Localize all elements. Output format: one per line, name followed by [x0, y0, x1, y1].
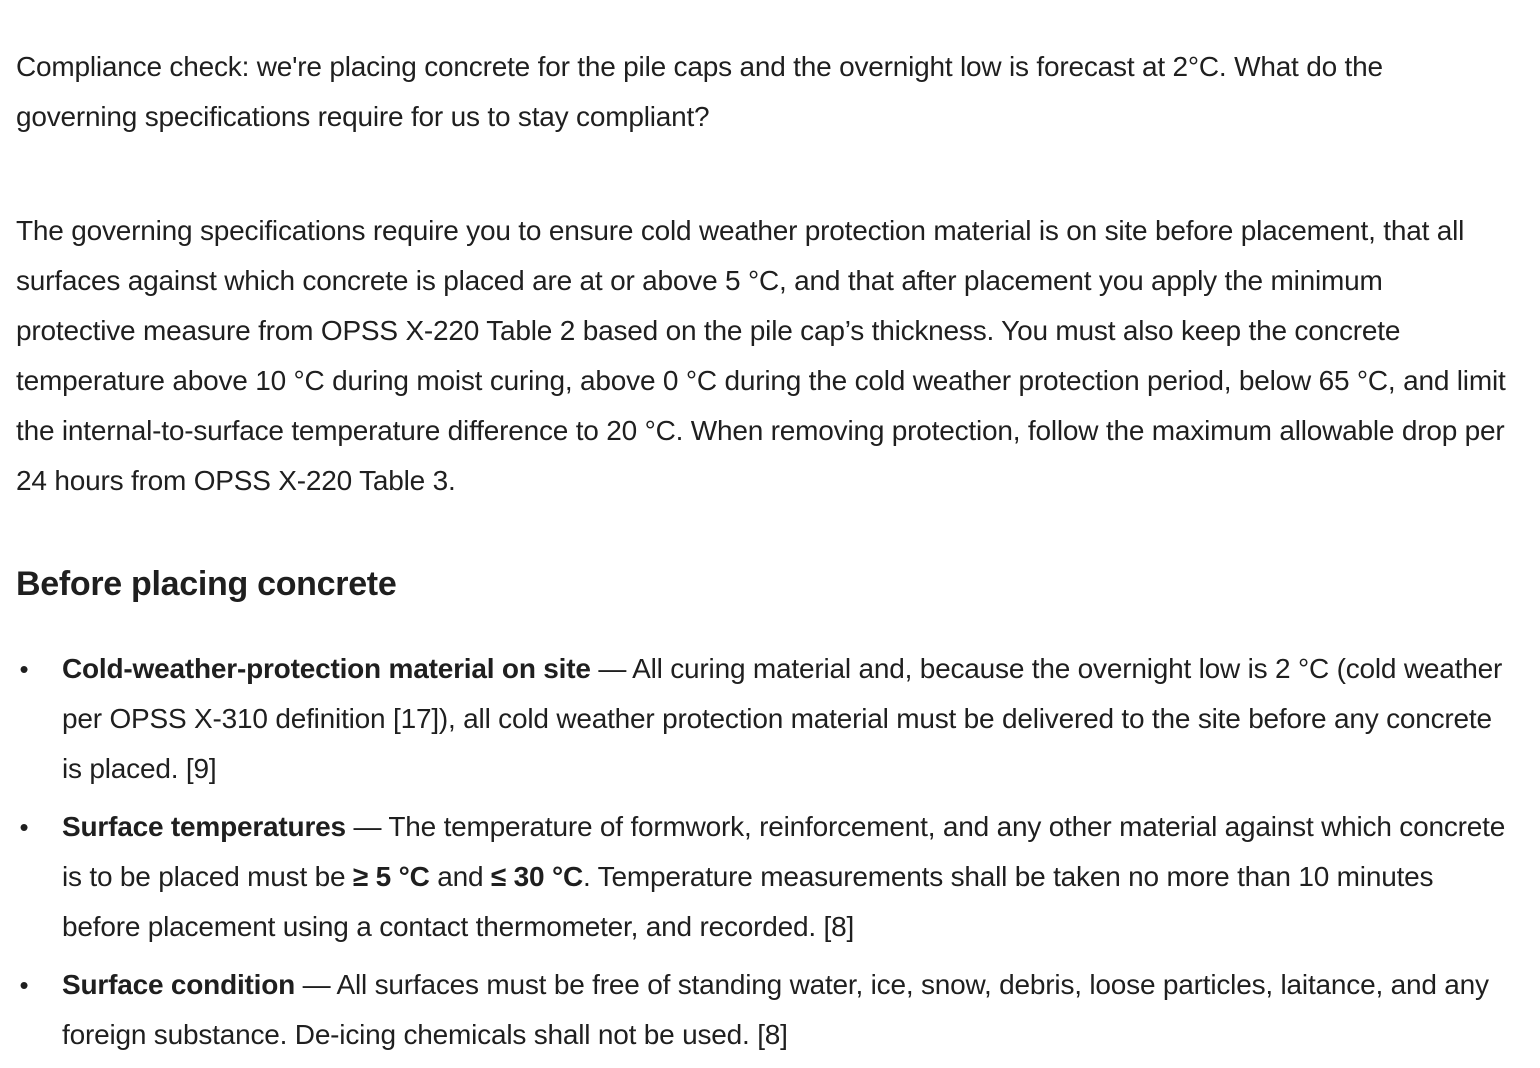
section-heading: Before placing concrete [16, 565, 397, 603]
max-temperature-value: ≤ 30 °C [490, 861, 584, 892]
item-text-rest: . Temperature measurements shall be taken no more than 10 minutes before placement using a contact thermometer, and recorded. [8] [62, 861, 1434, 942]
item-title: Surface condition [62, 969, 296, 1000]
user-question: Compliance check: we're placing concrete for the pile caps and the overnight low is forecast at 2°C. What do the governing specifications require for us to stay compliant? [16, 51, 1383, 132]
bullet-icon: • [19, 812, 29, 842]
item-title: Cold-weather-protection material on site [62, 653, 591, 684]
min-temperature-value: ≥ 5 °C [352, 861, 430, 892]
assistant-answer [16, 206, 1506, 1060]
list-item-surface-condition [16, 960, 1506, 1060]
list-item-protection-material [16, 644, 1506, 794]
item-text: — All curing material and, because the overnight low is 2 °C (cold weather per OPSS X-310 definition [17]), all cold weather protection material must be delivered to the site before any concrete is placed. [9] [62, 653, 1503, 784]
item-text: — The temperature of formwork, reinforcement, and any other material against which concrete is to be placed must be [62, 811, 1506, 892]
item-title: Surface temperatures [62, 811, 346, 842]
answer-summary: The governing specifications require you to ensure cold weather protection material is on site before placement, that all surfaces against which concrete is placed are at or above 5 °C, and that after placement you apply the minimum protective measure from OPSS X-220 Table 2 based on the pile cap’s thickness. You must also keep the concrete temperature above 10 °C during moist curing, above 0 °C during the cold weather protection period, below 65 °C, and limit the internal-to-surface temperature difference to 20 °C. When removing protection, follow the maximum allowable drop per 24 hours from OPSS X-220 Table 3. [16, 215, 1506, 496]
bullet-icon: • [19, 970, 29, 1000]
item-text: — All surfaces must be free of standing water, ice, snow, debris, loose particles, laitance, and any foreign substance. De-icing chemicals shall not be used. [8] [62, 969, 1489, 1050]
item-text-connector: and [429, 861, 491, 892]
list-item-surface-temperatures [16, 802, 1506, 952]
chat-transcript [16, 42, 1506, 1068]
bullet-icon: • [19, 654, 29, 684]
requirements-list [16, 644, 1506, 1060]
